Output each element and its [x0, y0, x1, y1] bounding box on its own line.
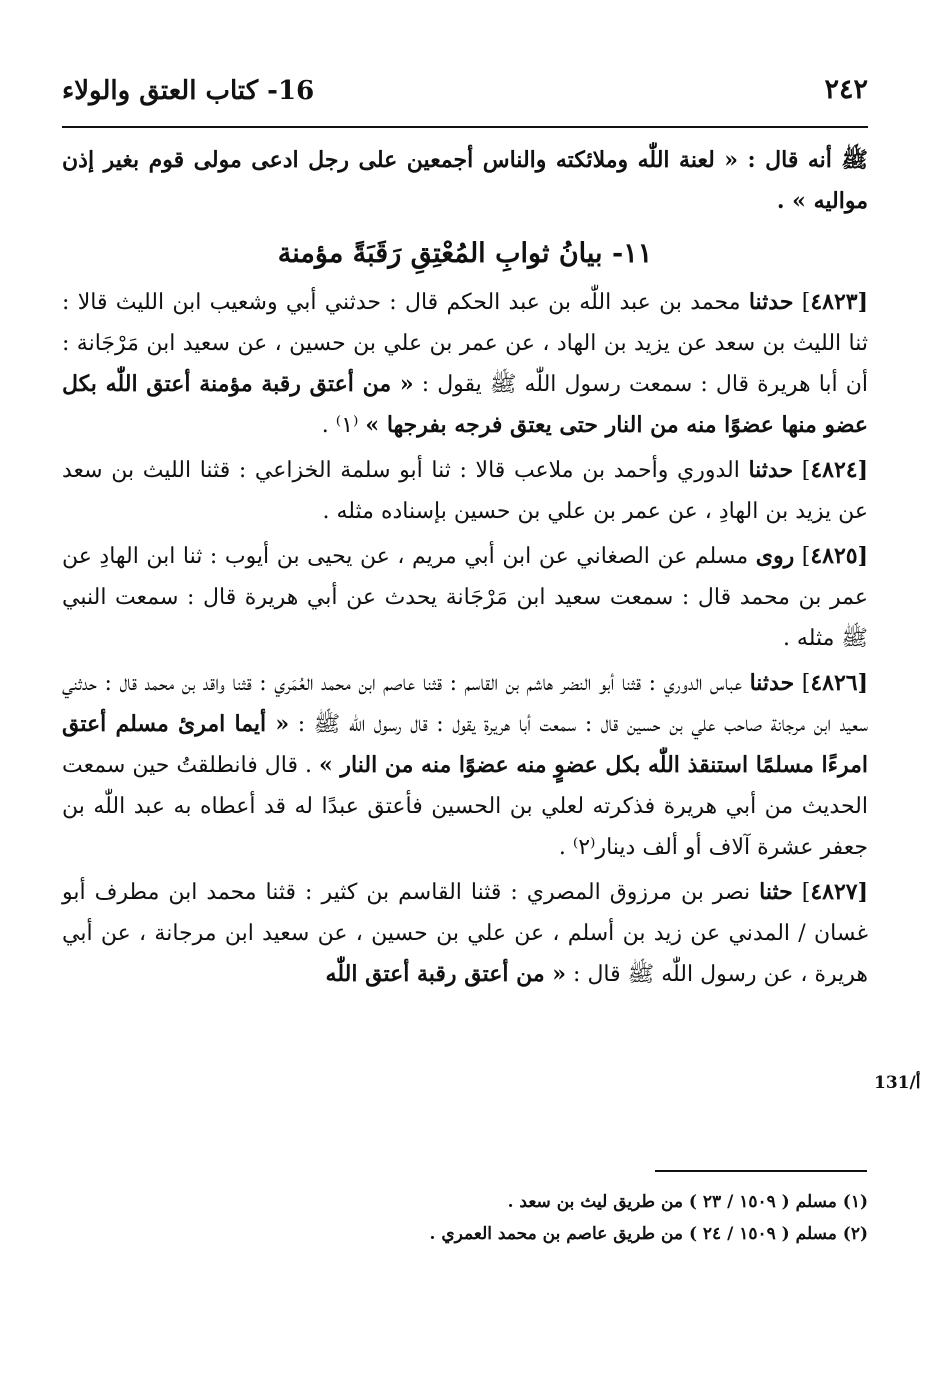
footnote-rule — [655, 1170, 867, 1172]
hadith-tail: ⁽١⁾ . — [321, 413, 359, 438]
hadith-text: محمد بن عبد اللّٰه بن عبد الحكم قال : حدثني أبي وشعيب ابن الليث قالا : ثنا الليث بن سعد عن يزيد بن الهاد ، عن عمر بن علي بن حسين ، عن سعيد ابن مَرْجَانة : أن أبا هريرة قال : سمعت رسول اللّٰه ﷺ يقول : — [62, 290, 868, 397]
page-header — [62, 74, 868, 114]
hadith-4827: [٤٨٢٧] حثنا نصر بن مرزوق المصري : قثنا القاسم بن كثير : قثنا محمد ابن مطرف أبو غسان / المدني عن زيد بن أسلم ، عن علي بن حسين ، عن سعيد ابن مرجانة ، عن أبي هريرة ، عن رسول اللّٰه ﷺ قال : « من أعتق رقبة أعتق اللّٰه — [62, 879, 868, 987]
main-text — [62, 140, 868, 995]
hadith-text: الدوري وأحمد بن ملاعب قالا : ثنا أبو سلمة الخزاعي : قثنا الليث بن سعد عن يزيد بن الهادِ ، عن عمر بن علي بن حسين بإسناده مثله . — [62, 458, 868, 524]
footnote-2: (٢) مسلم ( ١٥٠٩ / ٢٤ ) من طريق عاصم بن محمد العمري . — [429, 1224, 868, 1244]
header-rule — [62, 126, 868, 128]
hadith-quote: « أيما امرئ مسلم أعتق امرءًا مسلمًا استنقذ اللّٰه بكل عضوٍ منه عضوًا منه من النار » — [62, 711, 869, 778]
hadith-number: [٤٨٢٣ — [810, 289, 868, 315]
hadith-opener: حثنا — [759, 879, 793, 905]
hadith-4823: [٤٨٢٣] حدثنا محمد بن عبد اللّٰه بن عبد الحكم قال : حدثني أبي وشعيب ابن الليث قالا : ثنا الليث بن سعد عن يزيد بن الهاد ، عن عمر بن علي بن حسين ، عن سعيد ابن مَرْجَانة : أن أبا هريرة قال : سمعت رسول اللّٰه ﷺ يقول : « من أعتق رقبة مؤمنة أعتق اللّٰه بكل عضو منها عضوًا منه من النار حتى يعتق فرجه بفرجها » ⁽١⁾ . — [62, 289, 868, 438]
hadith-quote: « من أعتق رقبة أعتق اللّٰه — [325, 961, 567, 987]
chapter-title: 16- كتاب العتق والولاء — [62, 76, 315, 106]
intro-paragraph: ﷺ أنه قال : « لعنة اللّٰه وملائكته والناس أجمعين على رجل ادعى مولى قوم بغير إذن مواليه » . — [62, 147, 868, 214]
hadith-opener: حدثنا — [749, 670, 795, 696]
hadith-number: [٤٨٢٤ — [810, 457, 868, 483]
hadith-quote: « من أعتق رقبة مؤمنة أعتق اللّٰه بكل عضو منها عضوًا منه من النار حتى يعتق فرجه بفرجها » — [62, 371, 868, 438]
hadith-text: نصر بن مرزوق المصري : قثنا القاسم بن كثير : قثنا محمد ابن مطرف أبو غسان / المدني عن زيد بن أسلم ، عن علي بن حسين ، عن سعيد ابن مرجانة ، عن أبي هريرة ، عن رسول اللّٰه ﷺ قال : — [62, 880, 868, 987]
hadith-text: عباس الدوري : قثنا أبو النضر هاشم بن القاسم : قثنا عاصم ابن محمد العُمَري : قثنا واقد بن محمد قال : حدثني سعيد ابن مرجانة صاحب علي بن حسين قال : سمعت أبا هريرة يقول : قال رسول اللّٰه ﷺ : — [62, 671, 868, 737]
hadith-opener: حدثنا — [748, 457, 794, 483]
footnote-1: (١) مسلم ( ١٥٠٩ / ٢٣ ) من طريق ليث بن سعد . — [507, 1192, 868, 1212]
manuscript-folio-note: 131/أ — [874, 1073, 921, 1093]
hadith-4825: [٤٨٢٥] روى مسلم عن الصغاني عن ابن أبي مريم ، عن يحيى بن أيوب : ثنا ابن الهادِ عن عمر بن محمد قال : سمعت سعيد ابن مَرْجَانة يحدث عن أبي هريرة قال : سمعت النبي ﷺ مثله . — [62, 543, 869, 651]
hadith-4826: [٤٨٢٦] حدثنا عباس الدوري : قثنا أبو النضر هاشم بن القاسم : قثنا عاصم ابن محمد العُمَري : قثنا واقد بن محمد قال : حدثني سعيد ابن مرجانة صاحب علي بن حسين قال : سمعت أبا هريرة يقول : قال رسول اللّٰه ﷺ : « أيما امرئ مسلم أعتق امرءًا مسلمًا استنقذ اللّٰه بكل عضوٍ منه عضوًا منه من النار » . قال فانطلقتُ حين سمعت الحديث من أبي هريرة فذكرته لعلي بن الحسين فأعتق عبدًا له قد أعطاه به عبد اللّٰه بن جعفر عشرة آلاف أو ألف دينار⁽٢⁾ . — [62, 670, 869, 860]
hadith-number: [٤٨٢٦ — [810, 670, 868, 696]
hadith-text: مسلم عن الصغاني عن ابن أبي مريم ، عن يحيى بن أيوب : ثنا ابن الهادِ عن عمر بن محمد قال : سمعت سعيد ابن مَرْجَانة يحدث عن أبي هريرة قال : سمعت النبي ﷺ مثله . — [62, 544, 868, 651]
hadith-4824: [٤٨٢٤] حدثنا الدوري وأحمد بن ملاعب قالا : ثنا أبو سلمة الخزاعي : قثنا الليث بن سعد عن يزيد بن الهادِ ، عن عمر بن علي بن حسين بإسناده مثله . — [62, 457, 868, 524]
hadith-number: [٤٨٢٧ — [810, 879, 868, 905]
hadith-number: [٤٨٢٥ — [810, 543, 869, 569]
hadith-opener: حدثنا — [748, 289, 794, 315]
hadith-tail: . قال فانطلقتُ حين سمعت الحديث من أبي هريرة فذكرته لعلي بن الحسين فأعتق عبدًا له قد أعطاه به عبد اللّٰه بن جعفر عشرة آلاف أو ألف دينار⁽٢⁾ . — [62, 753, 868, 860]
section-heading: ١١- بيانُ ثوابِ المُعْتِقِ رَقَبَةً مؤمنة — [277, 238, 653, 269]
page-number: ٢٤٢ — [824, 74, 868, 105]
hadith-opener: روى — [755, 543, 795, 569]
footnotes — [62, 1186, 868, 1250]
